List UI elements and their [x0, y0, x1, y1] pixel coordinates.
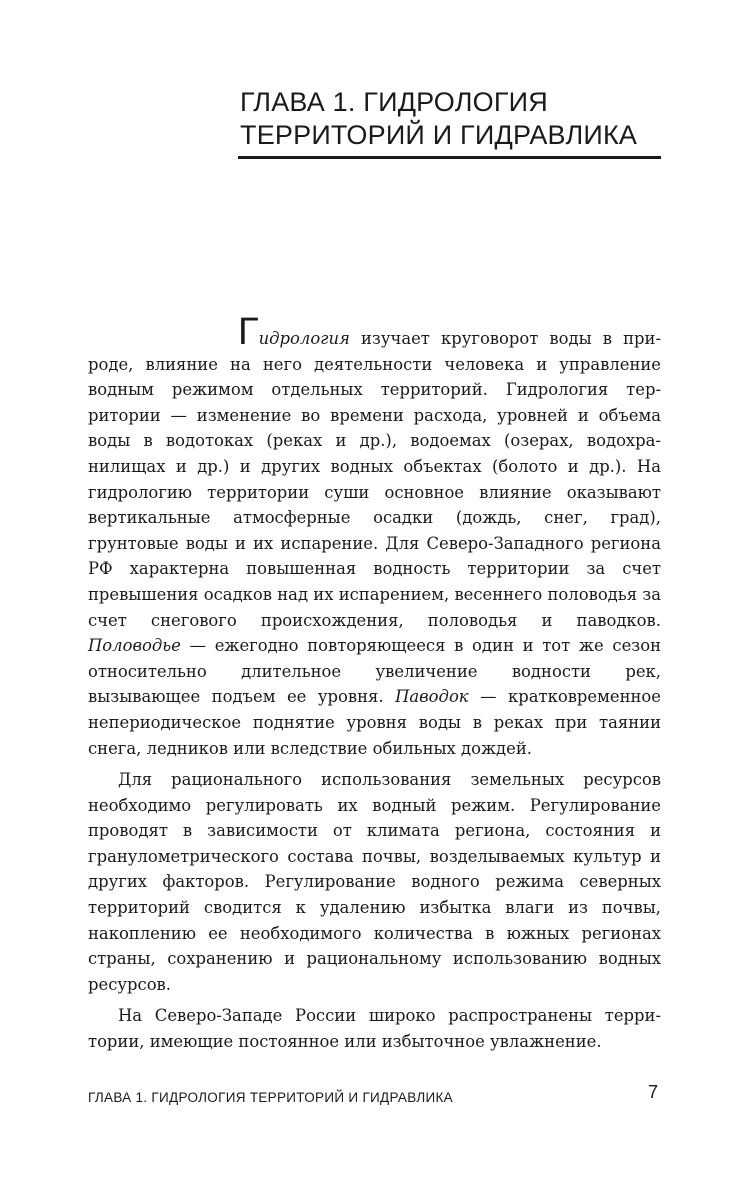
drop-cap: Г — [238, 311, 259, 353]
body-text — [88, 311, 661, 1055]
paragraph-1-text-b: — ежегодно повторяющееся в один и тот же сезон относительно длительное увеличение водности рек, вызывающее подъем ее уровня. — [88, 636, 661, 707]
paragraph-1 — [88, 311, 661, 761]
title-underline-rule — [238, 156, 661, 159]
running-footer: ГЛАВА 1. ГИДРОЛОГИЯ ТЕРРИТОРИЙ И ГИДРАВЛИКА — [88, 1090, 453, 1105]
chapter-title-line-2: ТЕРРИТОРИЙ И ГИДРАВЛИКА — [240, 120, 638, 150]
term-pavodok: Паводок — [395, 687, 469, 707]
paragraph-2: Для рационального использования земельных ресурсов необходимо регулировать их водный режим. Регулирование проводят в зависимости от климата региона, состояния и гранулометрического состава почвы, возделываемых культур и других факторов. Регулирование водного режима северных территорий сводится к удалению избытка влаги из почвы, накоплению ее необходимого количества в южных регионах страны, сохранению и рациональному использованию водных ресурсов. — [88, 770, 661, 994]
paragraph-1-text-c: — кратковременное непериодическое поднятие уровня воды в реках при таянии снега, ледников или вследствие обильных дождей. — [88, 687, 661, 758]
page-number: 7 — [648, 1082, 659, 1102]
paragraph-1-text-a: изучает круговорот воды в природе, влияние на него деятельности человека и управление водным режимом отдельных территорий. Гидрология территории — изменение во времени расхода, уровней и объема воды в водотоках (реках и др.), водоемах (озерах, водохранилищах и др.) и других водных объектах (болото и др.). На гидрологию территории суши основное влияние оказывают вертикальные атмосферные осадки (дождь, снег, град), грунтовые воды и их испарение. Для Северо-Западного региона РФ характерна повышенная водность территории за счет превышения осадков над их испарением, весеннего половодья за счет снегового происхождения, половодья и паводков. — [88, 329, 661, 630]
paragraph-3: На Северо-Западе России широко распространены территории, имеющие постоянное или избыточное увлажнение. — [88, 1006, 661, 1052]
term-polovodye: Половодье — [88, 636, 181, 656]
chapter-title — [240, 86, 670, 152]
term-hydrology: идрология — [258, 329, 350, 348]
chapter-title-line-1: ГЛАВА 1. ГИДРОЛОГИЯ — [240, 87, 548, 117]
